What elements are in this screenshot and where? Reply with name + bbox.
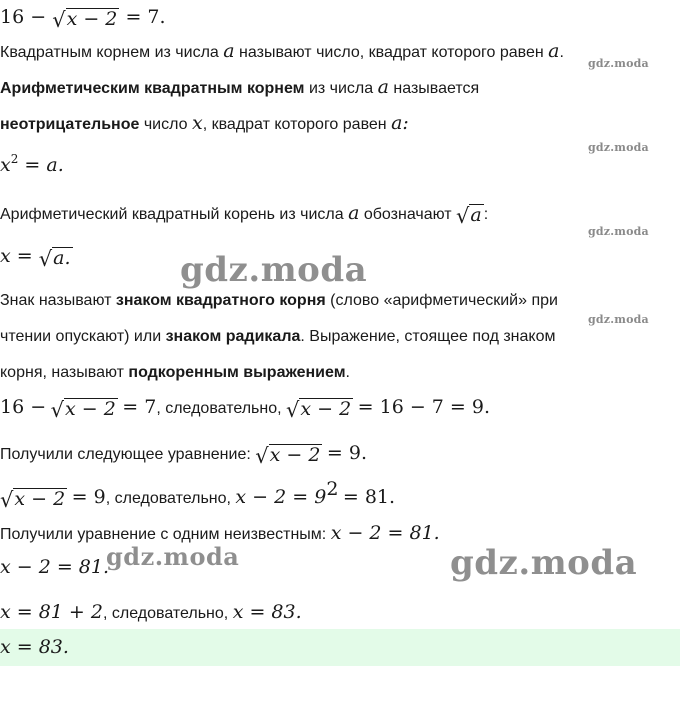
text: называется (393, 80, 480, 97)
text: Арифметический квадратный корень из числа (0, 206, 344, 223)
bold-term: подкоренным выражением (128, 364, 346, 381)
math-text: = 7 (122, 396, 157, 418)
watermark-small: gdz.moda (588, 141, 649, 154)
watermark-small: gdz.moda (588, 57, 649, 70)
math-text: = a. (24, 154, 64, 176)
bold-term: знаком радикала (165, 328, 301, 345)
text: , следовательно, (105, 490, 231, 507)
bold-term: неотрицательное (0, 116, 140, 133)
text: . (345, 364, 350, 381)
text: Знак называют (0, 292, 112, 309)
math-var: x (0, 154, 11, 176)
math-text: x − 2 = 9 (235, 486, 327, 508)
derived-equation-line (0, 442, 367, 467)
exponent: 2 (10, 152, 19, 166)
sqrt-expression: √ x − 2 (50, 398, 116, 422)
definition-line-2 (0, 76, 479, 98)
math-var: a (223, 40, 235, 62)
math-var: a (348, 202, 360, 224)
text: Получили следующее уравнение: (0, 446, 251, 463)
sqrt-expression: √ x − 2 (52, 8, 118, 32)
definition-line-3 (0, 112, 409, 134)
math-text: x = (0, 245, 33, 267)
definition-line-1: Квадратным корнем из числа a называют число, квадрат которого равен a. (0, 40, 564, 62)
text: число (143, 116, 188, 133)
text: корня, называют (0, 364, 124, 381)
math-var: a (548, 40, 560, 62)
sqrt-expression: √ x − 2 (255, 444, 321, 468)
math-text: = 7. (125, 6, 166, 28)
equation-line-3 (0, 478, 395, 511)
text: называют число, квадрат которого равен (239, 44, 544, 61)
watermark-large: gdz.moda (106, 542, 240, 571)
text: обозначают (363, 206, 452, 223)
radical-sign-line-2 (0, 328, 556, 346)
math-text: x − 2 = 81. (330, 522, 440, 544)
math-text: 16 − (0, 396, 47, 418)
text: чтении опускают) или (0, 328, 162, 345)
math-text: = 16 − 7 = 9. (357, 396, 491, 418)
math-text: x = 83. (232, 601, 302, 623)
radical-sign-line-3 (0, 364, 350, 382)
sqrt-expression: √ x − 2 (286, 398, 352, 422)
answer: x = 83. (0, 636, 69, 658)
equation-x-squared (0, 152, 64, 176)
notation-line: Арифметический квадратный корень из числа a обозначают √ a : (0, 202, 489, 228)
math-text: = 9 (71, 486, 106, 508)
watermark-small: gdz.moda (588, 313, 649, 326)
linear-equation-line (0, 522, 440, 544)
radical-sign-line-1 (0, 292, 558, 310)
equation-x-sqrt-a (0, 245, 73, 270)
equation-line-5 (0, 601, 302, 623)
exponent: 2 (326, 478, 339, 500)
math-text: = 81. (342, 486, 396, 508)
text: из числа (308, 80, 374, 97)
watermark-large: gdz.moda (450, 543, 638, 583)
equation-line-1 (0, 6, 166, 31)
equation-line-2 (0, 396, 490, 421)
watermark-small: gdz.moda (588, 225, 649, 238)
text: , следовательно, (102, 605, 229, 622)
bold-term: Арифметическим квадратным корнем (0, 80, 305, 97)
sqrt-expression: √ a (456, 204, 482, 228)
text: . Выражение, стоящее под знаком (300, 328, 556, 345)
text: Квадратным корнем из числа (0, 44, 219, 61)
sqrt-expression: √ x − 2 (0, 488, 66, 512)
answer-highlight (0, 629, 680, 666)
math-var: a: (391, 112, 409, 134)
text: (слово «арифметический» при (330, 292, 558, 309)
bold-term: знаком квадратного корня (115, 292, 326, 309)
text: , квадрат которого равен (202, 116, 387, 133)
math-var: x (191, 112, 203, 134)
math-var: a (377, 76, 389, 98)
math-text: x = 81 + 2 (0, 601, 103, 623)
text: Получили уравнение с одним неизвестным: (0, 526, 327, 543)
sqrt-expression: √ a. (38, 247, 71, 271)
text: , следовательно, (156, 400, 282, 417)
watermark-large: gdz.moda (180, 250, 368, 290)
math-text: 16 − (0, 6, 47, 28)
equation-line-4: x − 2 = 81. (0, 556, 110, 578)
math-text: = 9. (326, 442, 367, 464)
